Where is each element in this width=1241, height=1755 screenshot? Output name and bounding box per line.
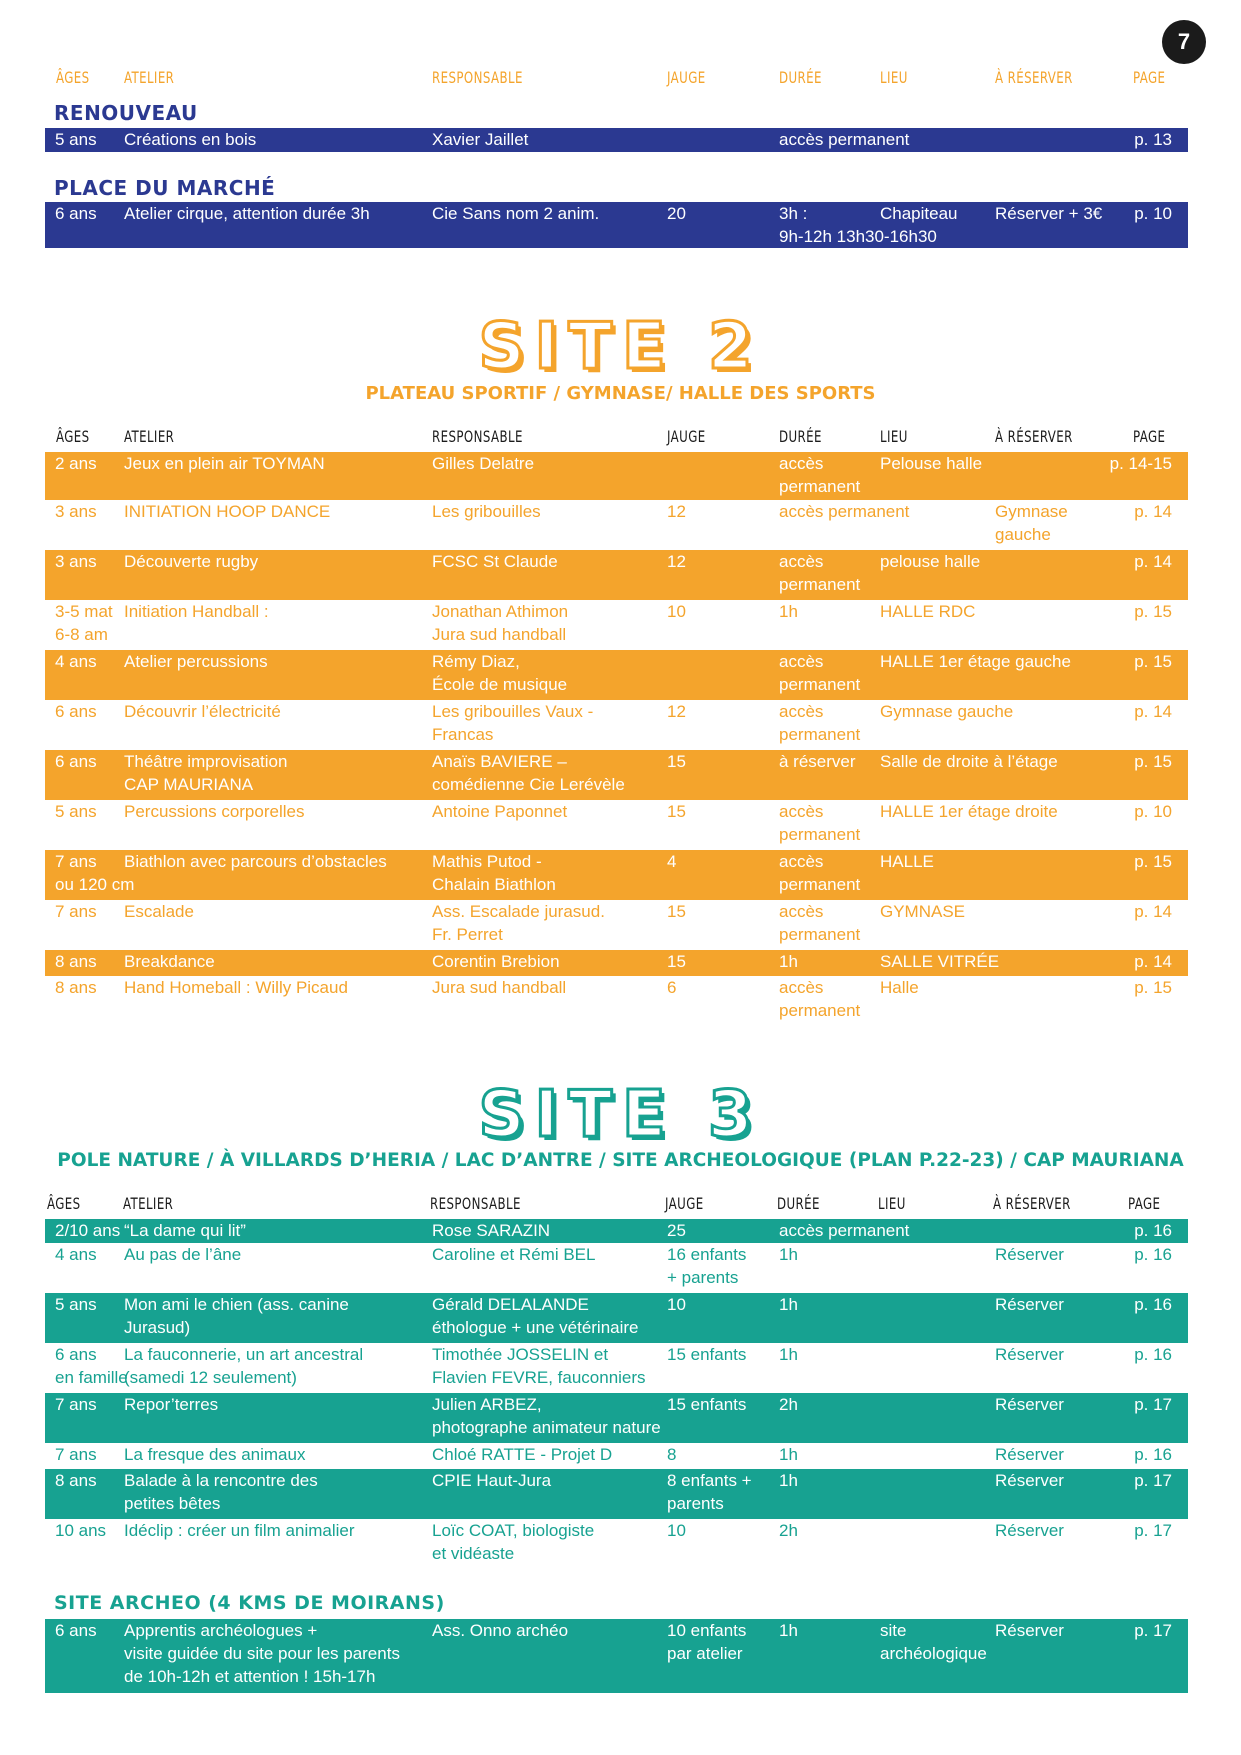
marche-title: PLACE DU MARCHÉ	[54, 176, 276, 200]
site2-title: SITE 2	[478, 310, 763, 384]
header-duree: DURÉE	[779, 68, 822, 87]
cell-jauge: 12	[667, 702, 686, 721]
cell-duree: accès permanent	[779, 130, 910, 149]
cell-responsable: Corentin Brebion	[432, 952, 560, 971]
cell-reserver: Réserver	[995, 1245, 1064, 1264]
table-row	[45, 950, 1188, 976]
cell-lieu: pelouse halle	[880, 552, 981, 571]
header-lieu: LIEU	[880, 427, 908, 446]
cell-duree: accès permanent	[779, 552, 861, 594]
cell-jauge: 10	[667, 602, 686, 621]
header-atelier: ATELIER	[124, 68, 175, 87]
cell-atelier: Balade à la rencontre des petites bêtes	[124, 1471, 318, 1513]
cell-jauge: 15 enfants	[667, 1395, 747, 1414]
cell-responsable: Cie Sans nom 2 anim.	[432, 204, 600, 223]
cell-page: p. 14	[1134, 952, 1172, 971]
header-atelier: ATELIER	[123, 1194, 174, 1213]
cell-reserver: Réserver	[995, 1345, 1064, 1364]
cell-page: p. 14-15	[1109, 454, 1172, 473]
cell-ages: 4 ans	[55, 1245, 97, 1264]
header-lieu: LIEU	[880, 68, 908, 87]
table-row	[45, 1219, 1188, 1243]
cell-duree: accès permanent	[779, 902, 861, 944]
cell-ages: 6 ans	[55, 1621, 97, 1640]
header-duree: DURÉE	[777, 1194, 820, 1213]
cell-jauge: 12	[667, 552, 686, 571]
cell-lieu: site archéologique	[880, 1621, 987, 1663]
cell-jauge: 15	[667, 902, 686, 921]
cell-jauge: 10 enfants par atelier	[667, 1621, 747, 1663]
cell-duree: 1h	[779, 1621, 798, 1640]
header-ages: ÂGES	[56, 427, 90, 446]
header-jauge: JAUGE	[667, 427, 706, 446]
cell-atelier: Apprentis archéologues + visite guidée du site pour les parents de 10h-12h et attention ! 15h-17h	[124, 1621, 400, 1686]
header-jauge: JAUGE	[665, 1194, 704, 1213]
cell-lieu: HALLE RDC	[880, 602, 976, 621]
cell-ages: 8 ans	[55, 978, 97, 997]
cell-duree: accès permanent	[779, 852, 861, 894]
site3-table	[45, 1219, 1188, 1569]
cell-duree: 1h	[779, 952, 798, 971]
header-responsable: RESPONSABLE	[430, 1194, 521, 1213]
cell-ages: 3 ans	[55, 552, 97, 571]
cell-reserver: Réserver	[995, 1471, 1064, 1490]
cell-atelier: Théâtre improvisation CAP MAURIANA	[124, 752, 288, 794]
cell-page: p. 16	[1134, 1345, 1172, 1364]
cell-responsable: FCSC St Claude	[432, 552, 558, 571]
cell-atelier: Créations en bois	[124, 130, 257, 149]
header-reserver: À RÉSERVER	[993, 1194, 1071, 1213]
site3-subtitle: POLE NATURE / À VILLARDS D’HERIA / LAC D’ANTRE / SITE ARCHEOLOGIQUE (PLAN P.22-23) / CAP MAURIANA	[57, 1150, 1184, 1171]
cell-reserver: Réserver	[995, 1445, 1064, 1464]
cell-page: p. 15	[1134, 752, 1172, 771]
cell-ages: 6 ans	[55, 204, 97, 223]
cell-jauge: 15	[667, 802, 686, 821]
cell-atelier: Découverte rugby	[124, 552, 259, 571]
cell-duree: accès permanent	[779, 1221, 910, 1240]
cell-jauge: 12	[667, 502, 686, 521]
site2-column-headers	[0, 427, 1241, 449]
cell-responsable: Mathis Putod - Chalain Biathlon	[432, 852, 556, 894]
cell-page: p. 16	[1134, 1445, 1172, 1464]
cell-reserver: Gymnase gauche	[995, 502, 1068, 544]
table-row	[45, 800, 1188, 850]
cell-lieu: Halle	[880, 978, 919, 997]
cell-ages: 6 ans	[55, 702, 97, 721]
cell-duree: 1h	[779, 602, 798, 621]
cell-page: p. 16	[1134, 1245, 1172, 1264]
cell-ages: 3 ans	[55, 502, 97, 521]
cell-jauge: 16 enfants + parents	[667, 1245, 747, 1287]
table-row	[45, 976, 1188, 1022]
cell-responsable: Ass. Onno archéo	[432, 1621, 569, 1640]
cell-atelier: Breakdance	[124, 952, 215, 971]
cell-atelier: La fauconnerie, un art ancestral (samedi 12 seulement)	[124, 1345, 364, 1387]
cell-atelier: Au pas de l’âne	[124, 1245, 242, 1264]
header-lieu: LIEU	[878, 1194, 906, 1213]
cell-ages: 10 ans	[55, 1521, 107, 1540]
cell-atelier: Escalade	[124, 902, 194, 921]
header-page: PAGE	[1133, 427, 1166, 446]
cell-responsable: Timothée JOSSELIN et Flavien FEVRE, fauconniers	[432, 1345, 646, 1387]
cell-duree: 2h	[779, 1395, 798, 1414]
header-reserver: À RÉSERVER	[995, 68, 1073, 87]
site3-column-headers	[0, 1194, 1241, 1216]
marche-table	[45, 202, 1188, 248]
cell-jauge: 8 enfants + parents	[667, 1471, 752, 1513]
table-row	[45, 1619, 1188, 1693]
header-atelier: ATELIER	[124, 427, 175, 446]
table-row	[45, 700, 1188, 750]
cell-responsable: Xavier Jaillet	[432, 130, 529, 149]
cell-ages: 6 ans	[55, 752, 97, 771]
renouveau-title: RENOUVEAU	[54, 101, 198, 125]
site2-subtitle: PLATEAU SPORTIF / GYMNASE/ HALLE DES SPORTS	[365, 383, 876, 404]
cell-responsable: Antoine Paponnet	[432, 802, 568, 821]
cell-jauge: 4	[667, 852, 677, 871]
cell-ages: 5 ans	[55, 130, 97, 149]
cell-lieu: Chapiteau	[880, 204, 958, 223]
cell-responsable: Rose SARAZIN	[432, 1221, 551, 1240]
cell-lieu: Pelouse halle	[880, 454, 983, 473]
cell-atelier: Initiation Handball :	[124, 602, 269, 621]
header-page: PAGE	[1128, 1194, 1161, 1213]
table-row	[45, 1343, 1188, 1393]
header-page: PAGE	[1133, 68, 1166, 87]
cell-lieu: HALLE	[880, 852, 934, 871]
cell-atelier: Atelier cirque, attention durée 3h	[124, 204, 370, 223]
cell-ages: 5 ans	[55, 802, 97, 821]
table-row	[45, 128, 1188, 152]
cell-lieu: Gymnase gauche	[880, 702, 1014, 721]
cell-duree: accès permanent	[779, 702, 861, 744]
table-row	[45, 850, 1188, 900]
cell-jauge: 15 enfants	[667, 1345, 747, 1364]
archeo-title: SITE ARCHEO (4 KMS DE MOIRANS)	[54, 1592, 445, 1614]
cell-page: p. 13	[1134, 130, 1172, 149]
cell-duree: accès permanent	[779, 502, 910, 521]
cell-reserver: Réserver	[995, 1621, 1064, 1640]
table-row	[45, 1243, 1188, 1293]
table-row	[45, 1393, 1188, 1443]
cell-jauge: 15	[667, 752, 686, 771]
cell-lieu: GYMNASE	[880, 902, 966, 921]
table-row	[45, 650, 1188, 700]
cell-reserver: Réserver	[995, 1295, 1064, 1314]
cell-ages: 2/10 ans	[55, 1221, 121, 1240]
table-row	[45, 202, 1188, 248]
cell-page: p. 14	[1134, 502, 1172, 521]
cell-responsable: Ass. Escalade jurasud. Fr. Perret	[432, 902, 605, 944]
cell-ages: 4 ans	[55, 652, 97, 671]
site1-column-headers	[0, 68, 1241, 90]
cell-page: p. 14	[1134, 902, 1172, 921]
cell-atelier: INITIATION HOOP DANCE	[124, 502, 331, 521]
cell-responsable: Gérald DELALANDE éthologue + une vétérinaire	[432, 1295, 639, 1337]
cell-page: p. 10	[1134, 204, 1172, 223]
cell-page: p. 15	[1134, 602, 1172, 621]
cell-duree: à réserver	[779, 752, 856, 771]
cell-duree: 1h	[779, 1295, 798, 1314]
cell-duree: 1h	[779, 1245, 798, 1264]
cell-reserver: Réserver	[995, 1521, 1064, 1540]
cell-responsable: Jura sud handball	[432, 978, 567, 997]
table-row	[45, 1469, 1188, 1519]
cell-jauge: 20	[667, 204, 686, 223]
cell-duree: 2h	[779, 1521, 798, 1540]
cell-atelier: Percussions corporelles	[124, 802, 305, 821]
cell-duree: accès permanent	[779, 454, 861, 496]
cell-page: p. 15	[1134, 978, 1172, 997]
cell-page: p. 16	[1134, 1221, 1172, 1240]
cell-page: p. 14	[1134, 702, 1172, 721]
table-row	[45, 500, 1188, 550]
cell-jauge: 10	[667, 1295, 686, 1314]
cell-ages: 3-5 mat 6-8 am	[55, 602, 113, 644]
cell-ages: 8 ans	[55, 952, 97, 971]
cell-responsable: Loïc COAT, biologiste et vidéaste	[432, 1521, 595, 1563]
page-number-badge: 7	[1162, 20, 1206, 64]
cell-jauge: 8	[667, 1445, 677, 1464]
cell-responsable: Gilles Delatre	[432, 454, 535, 473]
cell-responsable: Rémy Diaz, École de musique	[432, 652, 568, 694]
cell-page: p. 10	[1134, 802, 1172, 821]
cell-duree: accès permanent	[779, 978, 861, 1020]
cell-atelier: La fresque des animaux	[124, 1445, 306, 1464]
cell-jauge: 15	[667, 952, 686, 971]
cell-atelier: Biathlon avec parcours d’obstacles	[124, 852, 387, 871]
cell-ages: 2 ans	[55, 454, 97, 473]
cell-reserver: Réserver + 3€	[995, 204, 1103, 223]
cell-ages: 6 ans en famille	[55, 1345, 128, 1387]
table-row	[45, 750, 1188, 800]
cell-jauge: 6	[667, 978, 677, 997]
cell-atelier: Mon ami le chien (ass. canine Jurasud)	[124, 1295, 349, 1337]
cell-responsable: CPIE Haut-Jura	[432, 1471, 552, 1490]
table-row	[45, 1519, 1188, 1569]
table-row	[45, 452, 1188, 500]
renouveau-table	[45, 128, 1188, 152]
header-reserver: À RÉSERVER	[995, 427, 1073, 446]
cell-ages: 7 ans ou 120 cm	[55, 852, 135, 894]
header-responsable: RESPONSABLE	[432, 427, 523, 446]
header-responsable: RESPONSABLE	[432, 68, 523, 87]
cell-lieu: Salle de droite à l’étage	[880, 752, 1058, 771]
cell-jauge: 10	[667, 1521, 686, 1540]
cell-duree: 1h	[779, 1445, 798, 1464]
cell-duree: accès permanent	[779, 802, 861, 844]
cell-page: p. 14	[1134, 552, 1172, 571]
cell-atelier: Atelier percussions	[124, 652, 268, 671]
table-row	[45, 1443, 1188, 1469]
cell-reserver: Réserver	[995, 1395, 1064, 1414]
cell-duree: 1h	[779, 1345, 798, 1364]
cell-atelier: Découvrir l’électricité	[124, 702, 281, 721]
cell-page: p. 15	[1134, 852, 1172, 871]
cell-responsable: Julien ARBEZ, photographe animateur nature	[432, 1395, 661, 1437]
table-row	[45, 550, 1188, 600]
cell-page: p. 17	[1134, 1395, 1172, 1414]
cell-responsable: Caroline et Rémi BEL	[432, 1245, 596, 1264]
cell-duree: 3h : 9h-12h 13h30-16h30	[779, 204, 937, 246]
cell-ages: 7 ans	[55, 1395, 97, 1414]
cell-atelier: Repor’terres	[124, 1395, 219, 1414]
cell-jauge: 25	[667, 1221, 686, 1240]
header-ages: ÂGES	[56, 68, 90, 87]
cell-ages: 8 ans	[55, 1471, 97, 1490]
table-row	[45, 1293, 1188, 1343]
cell-lieu: SALLE VITRÉE	[880, 952, 1000, 971]
cell-page: p. 16	[1134, 1295, 1172, 1314]
site3-title: SITE 3	[478, 1078, 763, 1152]
cell-lieu: HALLE 1er étage gauche	[880, 652, 1071, 671]
cell-duree: accès permanent	[779, 652, 861, 694]
cell-page: p. 17	[1134, 1471, 1172, 1490]
cell-lieu: HALLE 1er étage droite	[880, 802, 1058, 821]
cell-atelier: Idéclip : créer un film animalier	[124, 1521, 355, 1540]
cell-atelier: Jeux en plein air TOYMAN	[124, 454, 325, 473]
header-jauge: JAUGE	[667, 68, 706, 87]
cell-ages: 5 ans	[55, 1295, 97, 1314]
cell-page: p. 17	[1134, 1621, 1172, 1640]
cell-responsable: Jonathan Athimon Jura sud handball	[432, 602, 569, 644]
cell-ages: 7 ans	[55, 1445, 97, 1464]
header-duree: DURÉE	[779, 427, 822, 446]
cell-page: p. 17	[1134, 1521, 1172, 1540]
header-ages: ÂGES	[47, 1194, 81, 1213]
cell-responsable: Les gribouilles	[432, 502, 541, 521]
cell-responsable: Les gribouilles Vaux - Francas	[432, 702, 594, 744]
cell-responsable: Chloé RATTE - Projet D	[432, 1445, 613, 1464]
cell-duree: 1h	[779, 1471, 798, 1490]
cell-page: p. 15	[1134, 652, 1172, 671]
cell-responsable: Anaïs BAVIERE – comédienne Cie Lerévèle	[432, 752, 625, 794]
cell-atelier: Hand Homeball : Willy Picaud	[124, 978, 348, 997]
cell-ages: 7 ans	[55, 902, 97, 921]
site2-table	[45, 452, 1188, 1022]
table-row	[45, 600, 1188, 650]
cell-atelier: “La dame qui lit”	[124, 1221, 246, 1240]
archeo-table	[45, 1619, 1188, 1693]
table-row	[45, 900, 1188, 950]
